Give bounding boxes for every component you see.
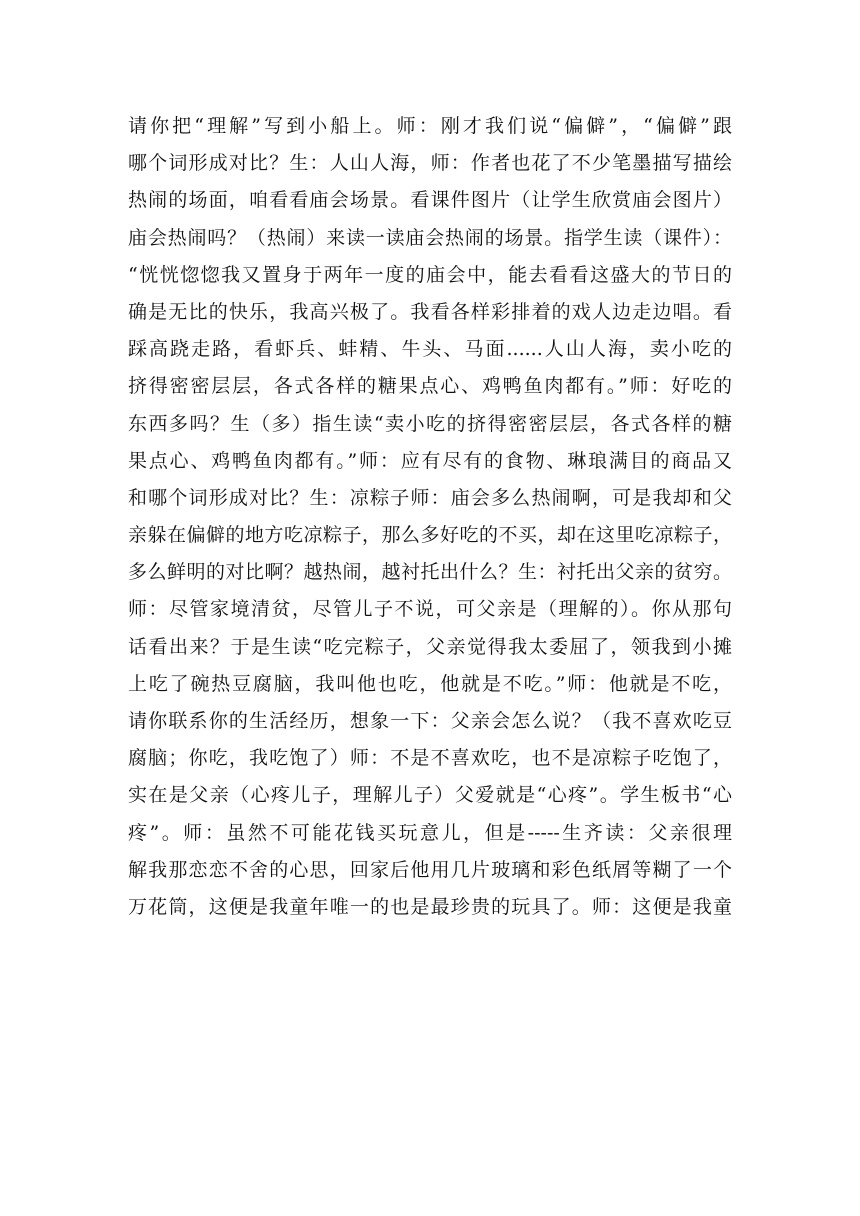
body-text (128, 108, 732, 926)
text-line: 果点心、鸡鸭鱼肉都有。”师：应有尽有的食物、琳琅满目的商品又 (128, 449, 732, 472)
text-line: 踩高跷走路，看虾兵、蚌精、牛头、马面......人山人海，卖小吃的 (128, 338, 732, 361)
text-line: 上吃了碗热豆腐脑，我叫他也吃，他就是不吃。”师：他就是不吃， (128, 672, 732, 695)
text-line: 庙会热闹吗？（热闹）来读一读庙会热闹的场景。指学生读（课件）： (128, 226, 732, 249)
text-line: 话看出来？于是生读“吃完粽子，父亲觉得我太委屈了，领我到小摊 (128, 635, 732, 658)
text-line: 请你把“理解”写到小船上。师：刚才我们说“偏僻”，“偏僻”跟 (128, 115, 732, 137)
text-line: 腐脑；你吃，我吃饱了）师：不是不喜欢吃，也不是凉粽子吃饱了， (128, 747, 732, 770)
text-line: 确是无比的快乐，我高兴极了。我看各样彩排着的戏人边走边唱。看 (128, 300, 732, 323)
text-line: 师：尽管家境清贫，尽管儿子不说，可父亲是（理解的）。你从那句 (128, 598, 732, 621)
text-line: 和哪个词形成对比？生：凉粽子师：庙会多么热闹啊，可是我却和父 (128, 486, 732, 509)
text-line: 亲躲在偏僻的地方吃凉粽子，那么多好吃的不买，却在这里吃凉粽子， (128, 524, 732, 547)
text-line: 实在是父亲（心疼儿子，理解儿子）父爱就是“心疼”。学生板书“心 (128, 784, 732, 807)
text-line: 万花筒，这便是我童年唯一的也是最珍贵的玩具了。师：这便是我童 (128, 895, 732, 918)
text-line: “恍恍惚惚我又置身于两年一度的庙会中，能去看看这盛大的节日的 (128, 263, 732, 286)
text-line: 解我那恋恋不舍的心思，回家后他用几片玻璃和彩色纸屑等糊了一个 (128, 858, 732, 881)
text-line: 东西多吗？生（多）指生读“卖小吃的挤得密密层层，各式各样的糖 (128, 412, 732, 435)
text-line: 多么鲜明的对比啊？越热闹，越衬托出什么？生：衬托出父亲的贫穷。 (128, 561, 732, 584)
text-line: 哪个词形成对比？生：人山人海，师：作者也花了不少笔墨描写描绘 (128, 152, 732, 175)
text-line: 热闹的场面，咱看看庙会场景。看课件图片（让学生欣赏庙会图片） (128, 189, 732, 212)
text-line: 疼”。师：虽然不可能花钱买玩意儿，但是-----生齐读：父亲很理 (128, 821, 732, 844)
text-line: 挤得密密层层，各式各样的糖果点心、鸡鸭鱼肉都有。”师：好吃的 (128, 375, 732, 398)
text-line: 请你联系你的生活经历，想象一下：父亲会怎么说？（我不喜欢吃豆 (128, 710, 732, 732)
